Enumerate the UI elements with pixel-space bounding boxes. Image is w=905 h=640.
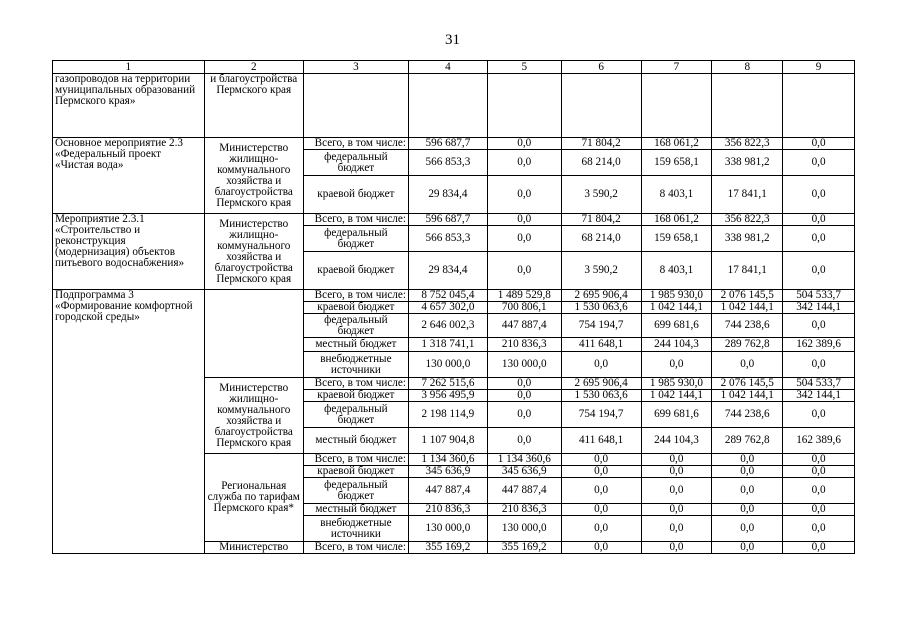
value-cell: 162 389,6 [783,338,855,352]
value-cell: 754 194,7 [561,314,641,338]
value-cell: 447 887,4 [487,314,561,338]
value-cell: 754 194,7 [561,402,641,428]
value-cell [641,74,712,138]
value-cell: 0,0 [561,542,641,554]
value-cell [783,74,855,138]
value-cell: 130 000,0 [487,352,561,378]
source-cell: краевой бюджет [303,252,408,290]
value-cell: 8 403,1 [641,176,712,214]
value-cell: 1 042 144,1 [641,302,712,314]
value-cell: 744 238,6 [712,402,783,428]
source-cell: местный бюджет [303,504,408,516]
source-cell: краевой бюджет [303,302,408,314]
value-cell: 2 198 114,9 [408,402,487,428]
value-cell: 411 648,1 [561,428,641,454]
value-cell: 0,0 [783,402,855,428]
value-cell: 0,0 [712,478,783,504]
value-cell: 2 646 002,3 [408,314,487,338]
value-cell: 68 214,0 [561,150,641,176]
value-cell: 0,0 [712,516,783,542]
value-cell: 1 985 930,0 [641,378,712,390]
value-cell: 2 076 145,5 [712,378,783,390]
header-cell: 4 [408,61,487,74]
table-row [53,290,855,302]
executor-cell: Министерство жилищно-коммунального хозяйства и благоустройства Пермского края [204,378,303,454]
value-cell: 2 695 906,4 [561,290,641,302]
value-cell: 3 590,2 [561,176,641,214]
value-cell: 17 841,1 [712,176,783,214]
value-cell: 0,0 [487,252,561,290]
value-cell: 596 687,7 [408,214,487,226]
value-cell: 0,0 [783,226,855,252]
value-cell: 0,0 [641,516,712,542]
header-cell: 2 [204,61,303,74]
value-cell: 0,0 [641,478,712,504]
value-cell: 355 169,2 [408,542,487,554]
value-cell: 1 134 360,6 [408,454,487,466]
value-cell: 0,0 [487,176,561,214]
value-cell: 162 389,6 [783,428,855,454]
executor-cell [204,290,303,378]
header-cell: 7 [641,61,712,74]
value-cell: 356 822,3 [712,214,783,226]
value-cell: 338 981,2 [712,150,783,176]
budget-table [52,60,855,554]
value-cell: 0,0 [783,138,855,150]
header-cell: 5 [487,61,561,74]
value-cell: 1 134 360,6 [487,454,561,466]
source-cell: федеральный бюджет [303,314,408,338]
value-cell: 596 687,7 [408,138,487,150]
value-cell: 0,0 [561,466,641,478]
value-cell: 0,0 [641,454,712,466]
value-cell [561,74,641,138]
source-cell: краевой бюджет [303,390,408,402]
value-cell: 0,0 [783,504,855,516]
value-cell: 0,0 [712,454,783,466]
value-cell: 356 822,3 [712,138,783,150]
source-cell: федеральный бюджет [303,150,408,176]
value-cell: 355 169,2 [487,542,561,554]
value-cell: 289 762,8 [712,338,783,352]
value-cell: 0,0 [487,378,561,390]
value-cell: 345 636,9 [408,466,487,478]
value-cell: 68 214,0 [561,226,641,252]
value-cell: 0,0 [487,150,561,176]
value-cell: 130 000,0 [408,516,487,542]
activity-name: Подпрограмма 3 «Формирование комфортной городской среды» [53,290,205,554]
value-cell: 1 985 930,0 [641,290,712,302]
value-cell: 699 681,6 [641,314,712,338]
value-cell: 0,0 [487,226,561,252]
value-cell: 744 238,6 [712,314,783,338]
page-number: 31 [445,32,460,48]
value-cell: 4 657 302,0 [408,302,487,314]
value-cell: 0,0 [561,454,641,466]
value-cell: 29 834,4 [408,252,487,290]
header-cell: 9 [783,61,855,74]
value-cell: 699 681,6 [641,402,712,428]
source-cell: Всего, в том числе: [303,454,408,466]
value-cell: 17 841,1 [712,252,783,290]
value-cell: 0,0 [783,516,855,542]
table-row [53,138,855,150]
value-cell: 0,0 [561,504,641,516]
value-cell: 210 836,3 [487,338,561,352]
source-cell: Всего, в том числе: [303,214,408,226]
executor-cell: и благоустройства Пермского края [204,74,303,138]
executor-cell: Региональная служба по тарифам Пермского края* [204,454,303,542]
source-cell: внебюджетные источники [303,352,408,378]
value-cell: 0,0 [783,314,855,338]
value-cell: 0,0 [487,138,561,150]
value-cell: 447 887,4 [408,478,487,504]
value-cell: 566 853,3 [408,150,487,176]
value-cell: 0,0 [783,542,855,554]
value-cell: 700 806,1 [487,302,561,314]
value-cell: 130 000,0 [487,516,561,542]
value-cell: 0,0 [641,466,712,478]
activity-name: Основное мероприятие 2.3 «Федеральный проект «Чистая вода» [53,138,205,214]
source-cell: местный бюджет [303,338,408,352]
executor-cell: Министерство [204,542,303,554]
value-cell: 71 804,2 [561,138,641,150]
value-cell: 244 104,3 [641,428,712,454]
source-cell: Всего, в том числе: [303,542,408,554]
value-cell: 1 042 144,1 [712,390,783,402]
value-cell: 0,0 [712,352,783,378]
value-cell [712,74,783,138]
value-cell [487,74,561,138]
value-cell: 0,0 [487,402,561,428]
source-cell: краевой бюджет [303,466,408,478]
value-cell: 342 144,1 [783,302,855,314]
value-cell: 0,0 [487,214,561,226]
source-cell: краевой бюджет [303,176,408,214]
value-cell: 7 262 515,6 [408,378,487,390]
value-cell: 338 981,2 [712,226,783,252]
value-cell: 168 061,2 [641,214,712,226]
value-cell: 1 530 063,6 [561,302,641,314]
value-cell: 345 636,9 [487,466,561,478]
value-cell: 0,0 [712,504,783,516]
value-cell: 342 144,1 [783,390,855,402]
source-cell: Всего, в том числе: [303,138,408,150]
value-cell: 210 836,3 [408,504,487,516]
value-cell: 29 834,4 [408,176,487,214]
value-cell: 0,0 [561,516,641,542]
value-cell: 130 000,0 [408,352,487,378]
value-cell: 2 076 145,5 [712,290,783,302]
value-cell: 0,0 [783,176,855,214]
value-cell: 210 836,3 [487,504,561,516]
value-cell: 0,0 [783,214,855,226]
value-cell: 289 762,8 [712,428,783,454]
value-cell: 1 107 904,8 [408,428,487,454]
value-cell: 2 695 906,4 [561,378,641,390]
executor-cell: Министерство жилищно-коммунального хозяйства и благоустройства Пермского края [204,214,303,290]
value-cell: 244 104,3 [641,338,712,352]
activity-name: газопроводов на территории муниципальных образований Пермского края» [53,74,205,138]
value-cell: 504 533,7 [783,378,855,390]
header-cell: 3 [303,61,408,74]
value-cell: 0,0 [641,542,712,554]
source-cell: местный бюджет [303,428,408,454]
value-cell: 0,0 [783,466,855,478]
value-cell: 0,0 [561,352,641,378]
value-cell: 3 956 495,9 [408,390,487,402]
value-cell: 3 590,2 [561,252,641,290]
value-cell: 0,0 [487,428,561,454]
source-cell: федеральный бюджет [303,478,408,504]
value-cell: 159 658,1 [641,226,712,252]
value-cell: 0,0 [487,390,561,402]
value-cell: 0,0 [783,352,855,378]
value-cell: 566 853,3 [408,226,487,252]
source-cell: федеральный бюджет [303,226,408,252]
value-cell: 71 804,2 [561,214,641,226]
value-cell: 0,0 [783,478,855,504]
value-cell: 0,0 [641,504,712,516]
header-cell: 8 [712,61,783,74]
value-cell: 168 061,2 [641,138,712,150]
value-cell: 411 648,1 [561,338,641,352]
source-cell: Всего, в том числе: [303,378,408,390]
value-cell: 0,0 [783,150,855,176]
value-cell: 0,0 [783,252,855,290]
value-cell: 159 658,1 [641,150,712,176]
value-cell: 1 489 529,8 [487,290,561,302]
value-cell: 8 403,1 [641,252,712,290]
value-cell: 1 042 144,1 [641,390,712,402]
value-cell: 1 042 144,1 [712,302,783,314]
value-cell: 0,0 [783,454,855,466]
value-cell: 0,0 [712,466,783,478]
value-cell [408,74,487,138]
value-cell: 0,0 [712,542,783,554]
source-cell [303,74,408,138]
activity-name: Мероприятие 2.3.1 «Строительство и реконструкция (модернизация) объектов питьевого водоснабжения» [53,214,205,290]
value-cell: 8 752 045,4 [408,290,487,302]
value-cell: 1 318 741,1 [408,338,487,352]
value-cell: 0,0 [641,352,712,378]
value-cell: 447 887,4 [487,478,561,504]
table-row [53,214,855,226]
value-cell: 1 530 063,6 [561,390,641,402]
table-row [53,74,855,138]
source-cell: внебюджетные источники [303,516,408,542]
source-cell: Всего, в том числе: [303,290,408,302]
source-cell: федеральный бюджет [303,402,408,428]
header-cell: 6 [561,61,641,74]
header-row [53,61,855,74]
executor-cell: Министерство жилищно-коммунального хозяйства и благоустройства Пермского края [204,138,303,214]
value-cell: 504 533,7 [783,290,855,302]
header-cell: 1 [53,61,205,74]
value-cell: 0,0 [561,478,641,504]
